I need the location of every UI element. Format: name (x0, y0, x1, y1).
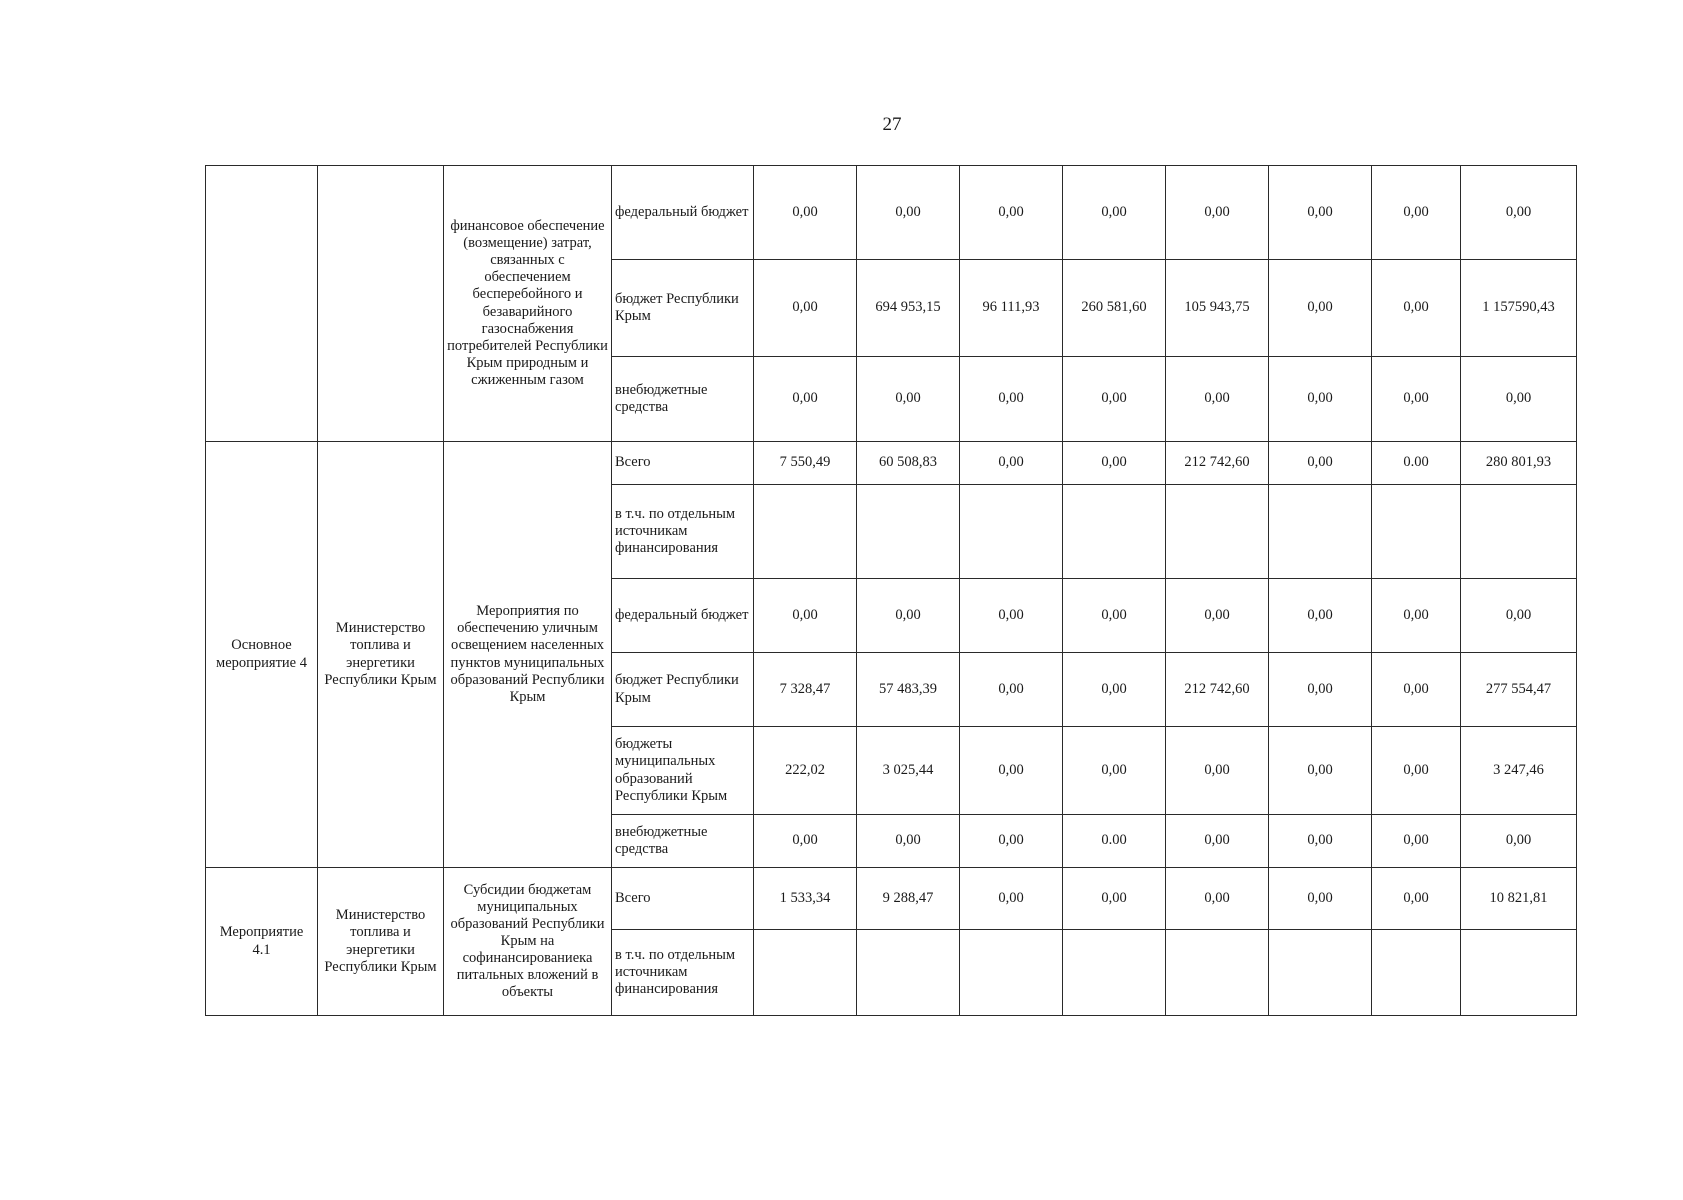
event-title: Основное мероприятие 4 (206, 442, 318, 868)
event-description: финансовое обеспечение (возмещение) затрат, связанных с обеспечением бесперебойного и безаварийного газоснабжения потребителей Республики Крым природным и сжиженным газом (444, 166, 612, 442)
value-cell: 0,00 (1461, 815, 1577, 868)
empty-cell (960, 930, 1063, 1016)
value-cell: 0,00 (1372, 727, 1461, 815)
value-cell: 0,00 (1063, 357, 1166, 442)
funding-source: в т.ч. по отдельным источникам финансирования (612, 485, 754, 579)
value-cell: 0,00 (857, 579, 960, 653)
value-cell: 3 247,46 (1461, 727, 1577, 815)
value-cell: 0,00 (1269, 442, 1372, 485)
value-cell: 7 328,47 (754, 653, 857, 727)
funding-source: бюджет Республики Крым (612, 260, 754, 357)
value-cell: 0,00 (1063, 653, 1166, 727)
value-cell: 10 821,81 (1461, 868, 1577, 930)
value-cell: 0,00 (857, 166, 960, 260)
funding-source: внебюджетные средства (612, 815, 754, 868)
funding-source: Всего (612, 868, 754, 930)
value-cell: 0,00 (1461, 357, 1577, 442)
value-cell: 0,00 (960, 868, 1063, 930)
value-cell: 3 025,44 (857, 727, 960, 815)
table-row (206, 442, 1577, 485)
value-cell: 7 550,49 (754, 442, 857, 485)
empty-cell (1269, 485, 1372, 579)
value-cell: 0,00 (754, 260, 857, 357)
empty-cell (1372, 485, 1461, 579)
value-cell: 0,00 (1063, 868, 1166, 930)
value-cell: 0,00 (1166, 727, 1269, 815)
page-number: 27 (882, 114, 902, 135)
value-cell: 0,00 (1166, 868, 1269, 930)
value-cell: 0,00 (1063, 166, 1166, 260)
value-cell: 212 742,60 (1166, 442, 1269, 485)
event-executor: Министерство топлива и энергетики Республики Крым (318, 442, 444, 868)
value-cell: 222,02 (754, 727, 857, 815)
funding-source: внебюджетные средства (612, 357, 754, 442)
value-cell: 0,00 (1372, 815, 1461, 868)
budget-table (205, 165, 1577, 1016)
value-cell: 0,00 (1372, 579, 1461, 653)
value-cell: 60 508,83 (857, 442, 960, 485)
value-cell: 1 533,34 (754, 868, 857, 930)
event-title: Мероприятие 4.1 (206, 868, 318, 1016)
empty-cell (1063, 485, 1166, 579)
funding-source: бюджет Республики Крым (612, 653, 754, 727)
empty-cell (1166, 930, 1269, 1016)
value-cell: 1 157590,43 (1461, 260, 1577, 357)
value-cell: 0,00 (960, 727, 1063, 815)
empty-cell (1461, 930, 1577, 1016)
value-cell: 0,00 (1372, 653, 1461, 727)
value-cell: 0,00 (960, 357, 1063, 442)
value-cell: 0,00 (754, 357, 857, 442)
empty-cell (1372, 930, 1461, 1016)
value-cell: 280 801,93 (1461, 442, 1577, 485)
empty-cell (857, 930, 960, 1016)
value-cell: 0.00 (1063, 815, 1166, 868)
value-cell: 96 111,93 (960, 260, 1063, 357)
value-cell: 0,00 (960, 815, 1063, 868)
value-cell: 0,00 (1166, 579, 1269, 653)
empty-cell (1166, 485, 1269, 579)
event-description: Субсидии бюджетам муниципальных образований Республики Крым на софинансированиека питальных вложений в объекты (444, 868, 612, 1016)
table-row (206, 166, 1577, 260)
table-row (206, 868, 1577, 930)
value-cell: 0,00 (1269, 727, 1372, 815)
value-cell: 0,00 (1166, 357, 1269, 442)
value-cell: 0,00 (1269, 579, 1372, 653)
value-cell: 0,00 (754, 579, 857, 653)
value-cell: 260 581,60 (1063, 260, 1166, 357)
value-cell: 105 943,75 (1166, 260, 1269, 357)
value-cell: 0,00 (1269, 815, 1372, 868)
empty-cell (1063, 930, 1166, 1016)
value-cell: 57 483,39 (857, 653, 960, 727)
value-cell: 0,00 (1461, 579, 1577, 653)
value-cell: 0,00 (1372, 260, 1461, 357)
value-cell: 0,00 (960, 166, 1063, 260)
value-cell: 0,00 (1372, 166, 1461, 260)
value-cell: 0,00 (1372, 357, 1461, 442)
value-cell: 0,00 (960, 653, 1063, 727)
funding-source: федеральный бюджет (612, 579, 754, 653)
value-cell: 0,00 (1063, 579, 1166, 653)
value-cell: 0,00 (1269, 653, 1372, 727)
value-cell: 0,00 (1063, 442, 1166, 485)
funding-source: в т.ч. по отдельным источникам финансирования (612, 930, 754, 1016)
value-cell: 277 554,47 (1461, 653, 1577, 727)
empty-cell (318, 166, 444, 442)
value-cell: 0,00 (1269, 166, 1372, 260)
value-cell: 0,00 (1269, 868, 1372, 930)
value-cell: 0,00 (857, 357, 960, 442)
event-description: Мероприятия по обеспечению уличным освещением населенных пунктов муниципальных образований Республики Крым (444, 442, 612, 868)
empty-cell (857, 485, 960, 579)
funding-source: Всего (612, 442, 754, 485)
empty-cell (1269, 930, 1372, 1016)
value-cell: 0,00 (1269, 260, 1372, 357)
value-cell: 0.00 (1372, 442, 1461, 485)
value-cell: 9 288,47 (857, 868, 960, 930)
value-cell: 0,00 (960, 579, 1063, 653)
empty-cell (754, 930, 857, 1016)
value-cell: 0,00 (754, 815, 857, 868)
empty-cell (206, 166, 318, 442)
value-cell: 0,00 (960, 442, 1063, 485)
value-cell: 0,00 (754, 166, 857, 260)
empty-cell (1461, 485, 1577, 579)
empty-cell (754, 485, 857, 579)
value-cell: 0,00 (857, 815, 960, 868)
value-cell: 0,00 (1269, 357, 1372, 442)
empty-cell (960, 485, 1063, 579)
value-cell: 0,00 (1372, 868, 1461, 930)
value-cell: 694 953,15 (857, 260, 960, 357)
event-executor: Министерство топлива и энергетики Республики Крым (318, 868, 444, 1016)
funding-source: бюджеты муниципальных образований Республики Крым (612, 727, 754, 815)
value-cell: 0,00 (1063, 727, 1166, 815)
value-cell: 0,00 (1166, 815, 1269, 868)
value-cell: 0,00 (1461, 166, 1577, 260)
value-cell: 0,00 (1166, 166, 1269, 260)
funding-source: федеральный бюджет (612, 166, 754, 260)
value-cell: 212 742,60 (1166, 653, 1269, 727)
